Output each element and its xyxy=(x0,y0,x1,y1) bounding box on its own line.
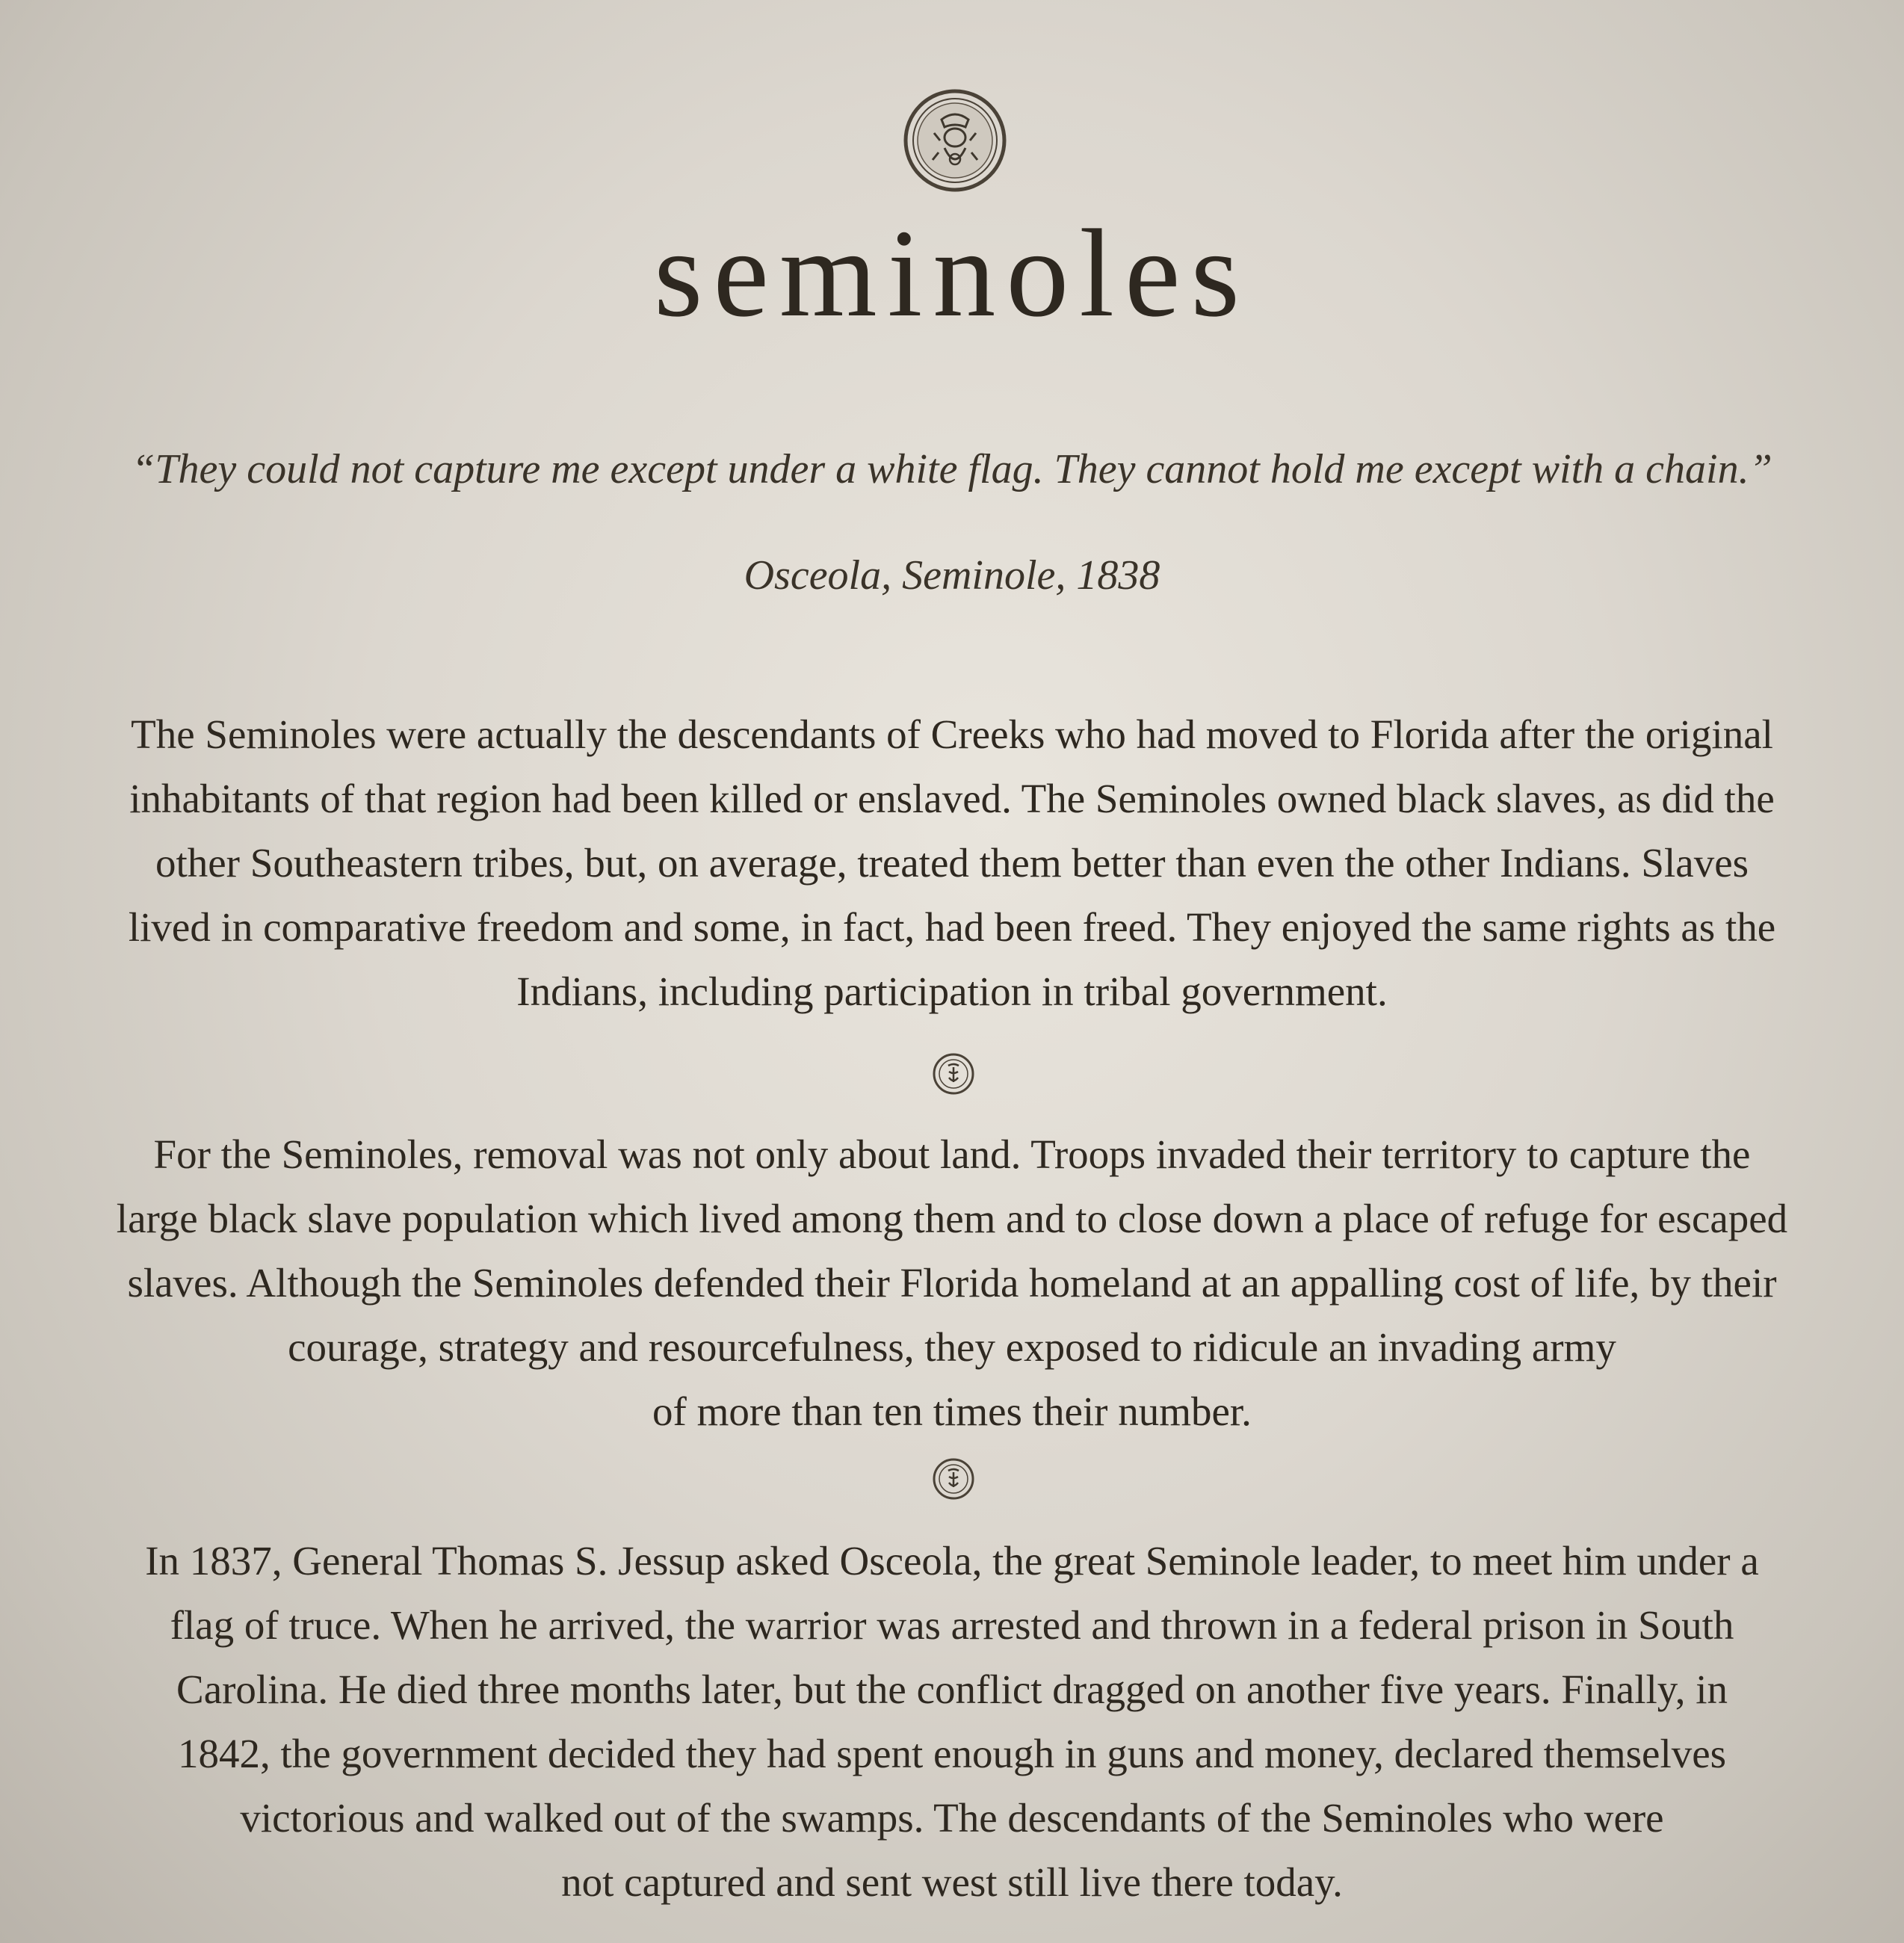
paragraph-2 xyxy=(75,1122,1829,1444)
ornament-seal-icon xyxy=(932,1457,975,1501)
ornament-seal-icon xyxy=(932,1052,975,1096)
paragraph-1 xyxy=(75,702,1829,1024)
paragraph-line: In 1837, General Thomas S. Jessup asked Osceola, the great Seminole leader, to meet him under a xyxy=(145,1538,1759,1584)
paragraph-line: For the Seminoles, removal was not only about land. Troops invaded their territory to capture the xyxy=(153,1131,1751,1177)
paragraph-line: flag of truce. When he arrived, the warrior was arrested and thrown in a federal prison in South xyxy=(170,1602,1734,1648)
paragraph-line: Carolina. He died three months later, but the conflict dragged on another five years. Finally, in xyxy=(176,1666,1728,1712)
paragraph-line: slaves. Although the Seminoles defended their Florida homeland at an appalling cost of life, by their xyxy=(127,1260,1777,1306)
paragraph-line: large black slave population which lived among them and to close down a place of refuge for escaped xyxy=(116,1196,1788,1241)
paragraph-line: Indians, including participation in tribal government. xyxy=(516,969,1388,1014)
paragraph-3 xyxy=(75,1529,1829,1915)
paragraph-line: other Southeastern tribes, but, on average, treated them better than even the other Indians. Slaves xyxy=(155,840,1749,886)
paragraph-line: lived in comparative freedom and some, in fact, had been freed. They enjoyed the same rights as the xyxy=(128,904,1776,950)
page-title: seminoles xyxy=(654,204,1250,343)
paragraph-line: courage, strategy and resourcefulness, they exposed to ridicule an invading army xyxy=(288,1324,1616,1370)
paragraph-line: of more than ten times their number. xyxy=(652,1388,1252,1434)
paragraph-line: not captured and sent west still live there today. xyxy=(561,1859,1343,1905)
paragraph-line: inhabitants of that region had been killed or enslaved. The Seminoles owned black slaves, as did the xyxy=(129,776,1775,821)
quote-attribution: Osceola, Seminole, 1838 xyxy=(744,552,1160,599)
quote-text: “They could not capture me except under a white flag. They cannot hold me except with a chain.” xyxy=(132,446,1772,492)
paragraph-line: victorious and walked out of the swamps. The descendants of the Seminoles who were xyxy=(240,1795,1664,1841)
paragraph-line: The Seminoles were actually the descendants of Creeks who had moved to Florida after the original xyxy=(131,711,1773,757)
paragraph-line: 1842, the government decided they had spent enough in guns and money, declared themselves xyxy=(177,1731,1727,1776)
seminole-seal-icon xyxy=(903,88,1007,193)
